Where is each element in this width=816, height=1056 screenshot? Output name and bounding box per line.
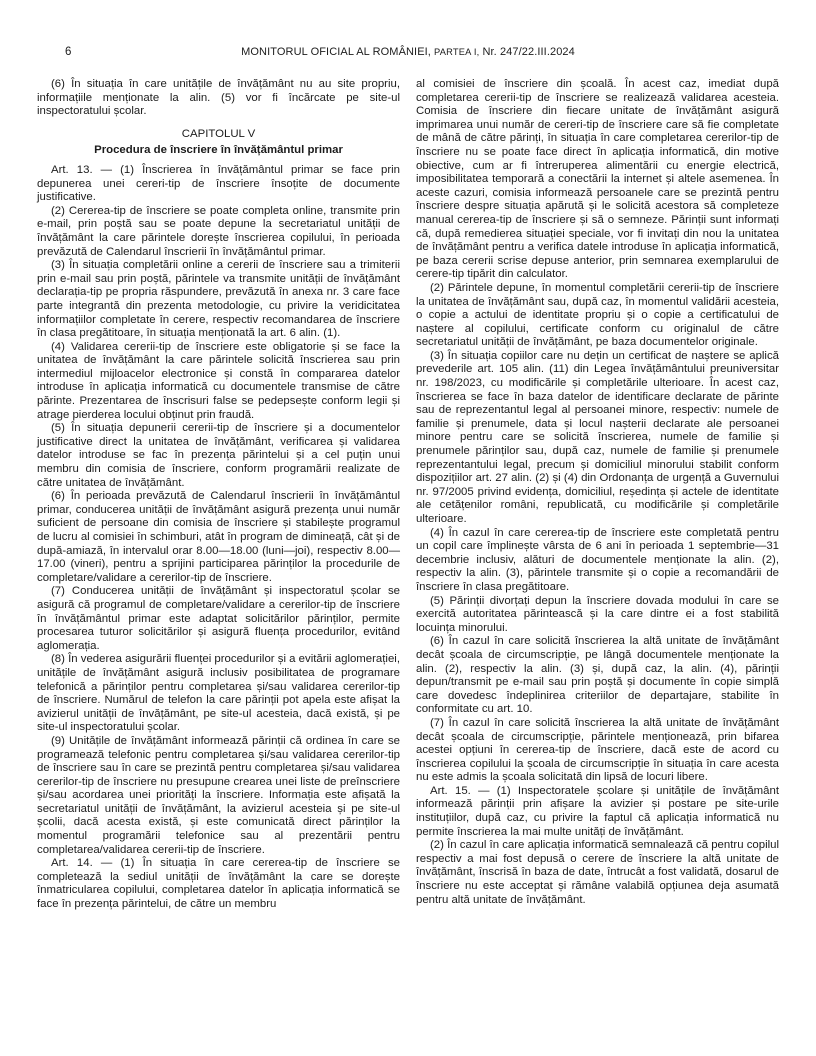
journal-part: PARTEA I, bbox=[434, 47, 480, 57]
two-column-body bbox=[37, 78, 779, 912]
paragraph-art13-alin9: (9) Unitățile de învățământ informează părinții că ordinea în care se programează telefonic pentru completarea și/sau validarea cererilor-tip de înscriere sau în care se prezintă pentru completarea și/sau validarea cererilor-tip de înscriere nu presupune crearea unei liste de preînscriere și/sau acordarea unei priorități la înscriere. Informația este afișată la secretariatul unității de învățământ, la avizierul acesteia și pe site-ul școlii, dacă acesta există, și este comunicată direct părinților la momentul programării telefonice sau al prezentării pentru completarea/validarea cererii-tip de înscriere. bbox=[37, 734, 400, 856]
paragraph-art13-alin8: (8) În vederea asigurării fluenței procedurilor și a evitării aglomerației, unitățile de învățământ asigură inclusiv posibilitatea de programare telefonică a părinților pentru completarea și/sau validarea cererilor-tip de înscriere. Numărul de telefon la care părinții pot apela este afișat la avizierul unității de învățământ, pe site-ul acesteia, dacă există, și pe site-ul inspectoratului școlar. bbox=[37, 653, 400, 734]
paragraph-art15-alin1: Art. 15. — (1) Inspectoratele școlare și unitățile de învățământ informează părinții prin afișare la avizier și postare pe site-urile instituțiilor, după caz, cu privire la faptul că aplicația informatică nu permite înscrierea la mai multe unități de învățământ. bbox=[416, 784, 779, 838]
right-column bbox=[416, 78, 779, 912]
paragraph-art14-alin1-continuation: al comisiei de înscriere din școală. În acest caz, imediat după completarea cererii-tip de înscriere se realizează validarea acesteia. Comisia de înscriere din fiecare unitate de învățământ asigură imprimarea unui număr de cereri-tip de înscriere care să fie completate de mână de către părinți, în situația în care completarea cererilor-tip de înscriere nu se poate face direct în aplicația informatică, din motive obiective, cum ar fi întreruperea alimentării cu energie electrică, imposibilitatea temporară a conectării la internet și altele asemenea. În aceste cazuri, comisia informează persoanele care se prezintă pentru înscriere despre situația apărută și le solicită acestora să completeze manual cererea-tip de înscriere și să o semneze. Părinții sunt informați că, după remedierea situației speciale, vor fi invitați din nou la unitatea de învățământ pentru a verifica datele introduse în aplicația informatică, pe baza cererii scrise depuse anterior, prin semnarea exemplarului de cerere-tip tipărit din calculator. bbox=[416, 78, 779, 281]
paragraph-art14-alin3: (3) În situația copiilor care nu dețin un certificat de naștere se aplică prevederile art. 105 alin. (11) din Legea învățământului preuniversitar nr. 198/2023, cu modificările și completările ulterioare. În acest caz, înscrierea se face în baza datelor de identificare declarate de părinte sau de reprezentantul legal al persoanei minore, respectiv: numele de familie și prenumele, data și locul nașterii declarate ale persoanei minore pentru care se solicită înscrierea, numele de familie și prenumele părinților sau, după caz, numele de familie și prenumele reprezentantului legal, precum și domiciliul minorului stabilit conform dispozițiilor art. 27 alin. (2) și (4) din Ordonanța de urgență a Guvernului nr. 97/2005 privind evidența, domiciliul, reședința și actele de identitate ale cetățenilor români, republicată, cu modificările și completările ulterioare. bbox=[416, 349, 779, 525]
chapter-title: Procedura de înscriere în învățământul primar bbox=[94, 144, 343, 157]
paragraph-art13-alin1: Art. 13. — (1) Înscrierea în învățământul primar se face prin depunerea unei cereri-tip de înscriere însoțite de documente justificative. bbox=[37, 163, 400, 204]
paragraph-art14-alin1: Art. 14. — (1) În situația în care cererea-tip de înscriere se completează la sediul unității de învățământ la care se dorește înmatricularea copilului, completarea datelor în aplicația informatică se face în prezența părintelui, de către un membru bbox=[37, 857, 400, 911]
page-header bbox=[37, 46, 779, 59]
left-column bbox=[37, 78, 400, 912]
paragraph-art14-alin6: (6) În cazul în care solicită înscrierea la altă unitate de învățământ decât școala de circumscripție, pe lângă documentele menționate la alin. (2), respectiv la alin. (3) și, după caz, la alin. (4), părinții depun/transmit pe e-mail sau prin poștă și documente în copie simplă care dovedesc îndeplinirea criteriilor de departajare, stabilite în conformitate cu art. 10. bbox=[416, 635, 779, 716]
paragraph-alin6-art12: (6) În situația în care unitățile de învățământ nu au site propriu, informațiile menționate la alin. (5) vor fi încărcate pe site-ul inspectoratului școlar. bbox=[37, 78, 400, 118]
paragraph-art14-alin7: (7) În cazul în care solicită înscrierea la altă unitate de învățământ decât școala de circumscripție, părintele menționează, prin bifarea acestei opțiuni în cererea-tip de înscriere, dacă este de acord cu înscrierea copilului la școala de circumscripție în situația în care acesta nu este admis la școala solicitată din lipsă de locuri libere. bbox=[416, 716, 779, 784]
paragraph-art13-alin7: (7) Conducerea unității de învățământ și inspectoratul școlar se asigură că programul de completare/validare a cererilor-tip de înscriere în învățământul primar este adaptat solicitărilor părinților, permite procesarea tuturor solicitărilor și asigură fluența procedurilor, evitând aglomerația. bbox=[37, 585, 400, 652]
paragraph-art14-alin5: (5) Părinții divorțați depun la înscriere dovada modului în care se exercită autoritatea părintească și la care dintre ei a fost stabilită locuința minorului. bbox=[416, 594, 779, 634]
paragraph-art13-alin6: (6) În perioada prevăzută de Calendarul înscrierii în învățământul primar, conducerea unității de învățământ asigură prezența unui număr suficient de persoane din comisia de înscriere și stabilește programul de lucru al comisiei în schimburi, atât în program de dimineață, cât și de după-amiază, în intervalul orar 8.00—18.00 (luni—joi), respectiv 8.00—17.00 (vineri), pentru a sprijini participarea părinților la procedurile de completare/validare a cererilor-tip de înscriere. bbox=[37, 490, 400, 584]
paragraph-art14-alin4: (4) În cazul în care cererea-tip de înscriere este completată pentru un copil care împlinește vârsta de 6 ani în perioada 1 septembrie—31 decembrie inclusiv, alături de documentele menționate la alin. (2), respectiv la alin. (3), părintele transmite și o copie a recomandării de înscriere în clasa pregătitoare. bbox=[416, 526, 779, 593]
paragraph-art14-alin2: (2) Părintele depune, în momentul completării cererii-tip de înscriere la unitatea de învățământ sau, după caz, în momentul validării acesteia, o copie a actului de identitate propriu și o copie a certificatului de naștere al copilului, certificate conform cu originalul de către secretariatul unității de învățământ, pe baza documentelor originale. bbox=[416, 281, 779, 349]
page-number: 6 bbox=[65, 46, 72, 58]
paragraph-art13-alin5: (5) În situația depunerii cererii-tip de înscriere și a documentelor justificative direct la unitatea de învățământ, verificarea și validarea datelor introduse se fac în prezența părintelui și a cel puțin unui membru din comisia de înscriere, conform programării realizate de către unitatea de învățământ. bbox=[37, 422, 400, 489]
paragraph-art15-alin2: (2) În cazul în care aplicația informatică semnalează că pentru copilul respectiv a mai fost depusă o cerere de înscriere la altă unitate de învățământ, înscrisă în baza de date, întrucât a fost validată, dosarul de înscriere nu este acceptat și rămâne valabilă opțiunea deja asumată pentru altă unitate de învățământ. bbox=[416, 839, 779, 906]
paragraph-art13-alin4: (4) Validarea cererii-tip de înscriere este obligatorie și se face la unitatea de învățământ la care părintele solicită înscrierea sau prin intermediul mijloacelor electronice și constă în compararea datelor introduse în aplicația informatică cu documentele transmise de către părinte. Prezentarea de înscrisuri false se pedepsește conform legii și atrage pierderea locului obținut prin fraudă. bbox=[37, 340, 400, 421]
journal-title: MONITORUL OFICIAL AL ROMÂNIEI, bbox=[241, 46, 431, 58]
paragraph-art13-alin2: (2) Cererea-tip de înscriere se poate completa online, transmite prin e-mail, prin poștă sau se poate depune la secretariatul unității de învățământ la care părintele dorește înscrierea copilului, în perioada prevăzută de Calendarul înscrierii în învățământul primar. bbox=[37, 204, 400, 258]
journal-issue-number: Nr. 247/22.III.2024 bbox=[482, 46, 575, 58]
chapter-heading: CAPITOLUL V bbox=[181, 127, 256, 140]
paragraph-art13-alin3: (3) În situația completării online a cererii de înscriere sau a trimiterii prin e-mail sau prin poștă, părintele va transmite unității de învățământ declarația-tip pe propria răspundere, prevăzută în anexa nr. 3 care face parte integrantă din prezenta metodologie, cu privire la veridicitatea informațiilor completate în cerere, respectiv recomandarea de înscriere în clasa pregătitoare, în situația menționată la art. 6 alin. (1). bbox=[37, 259, 400, 340]
